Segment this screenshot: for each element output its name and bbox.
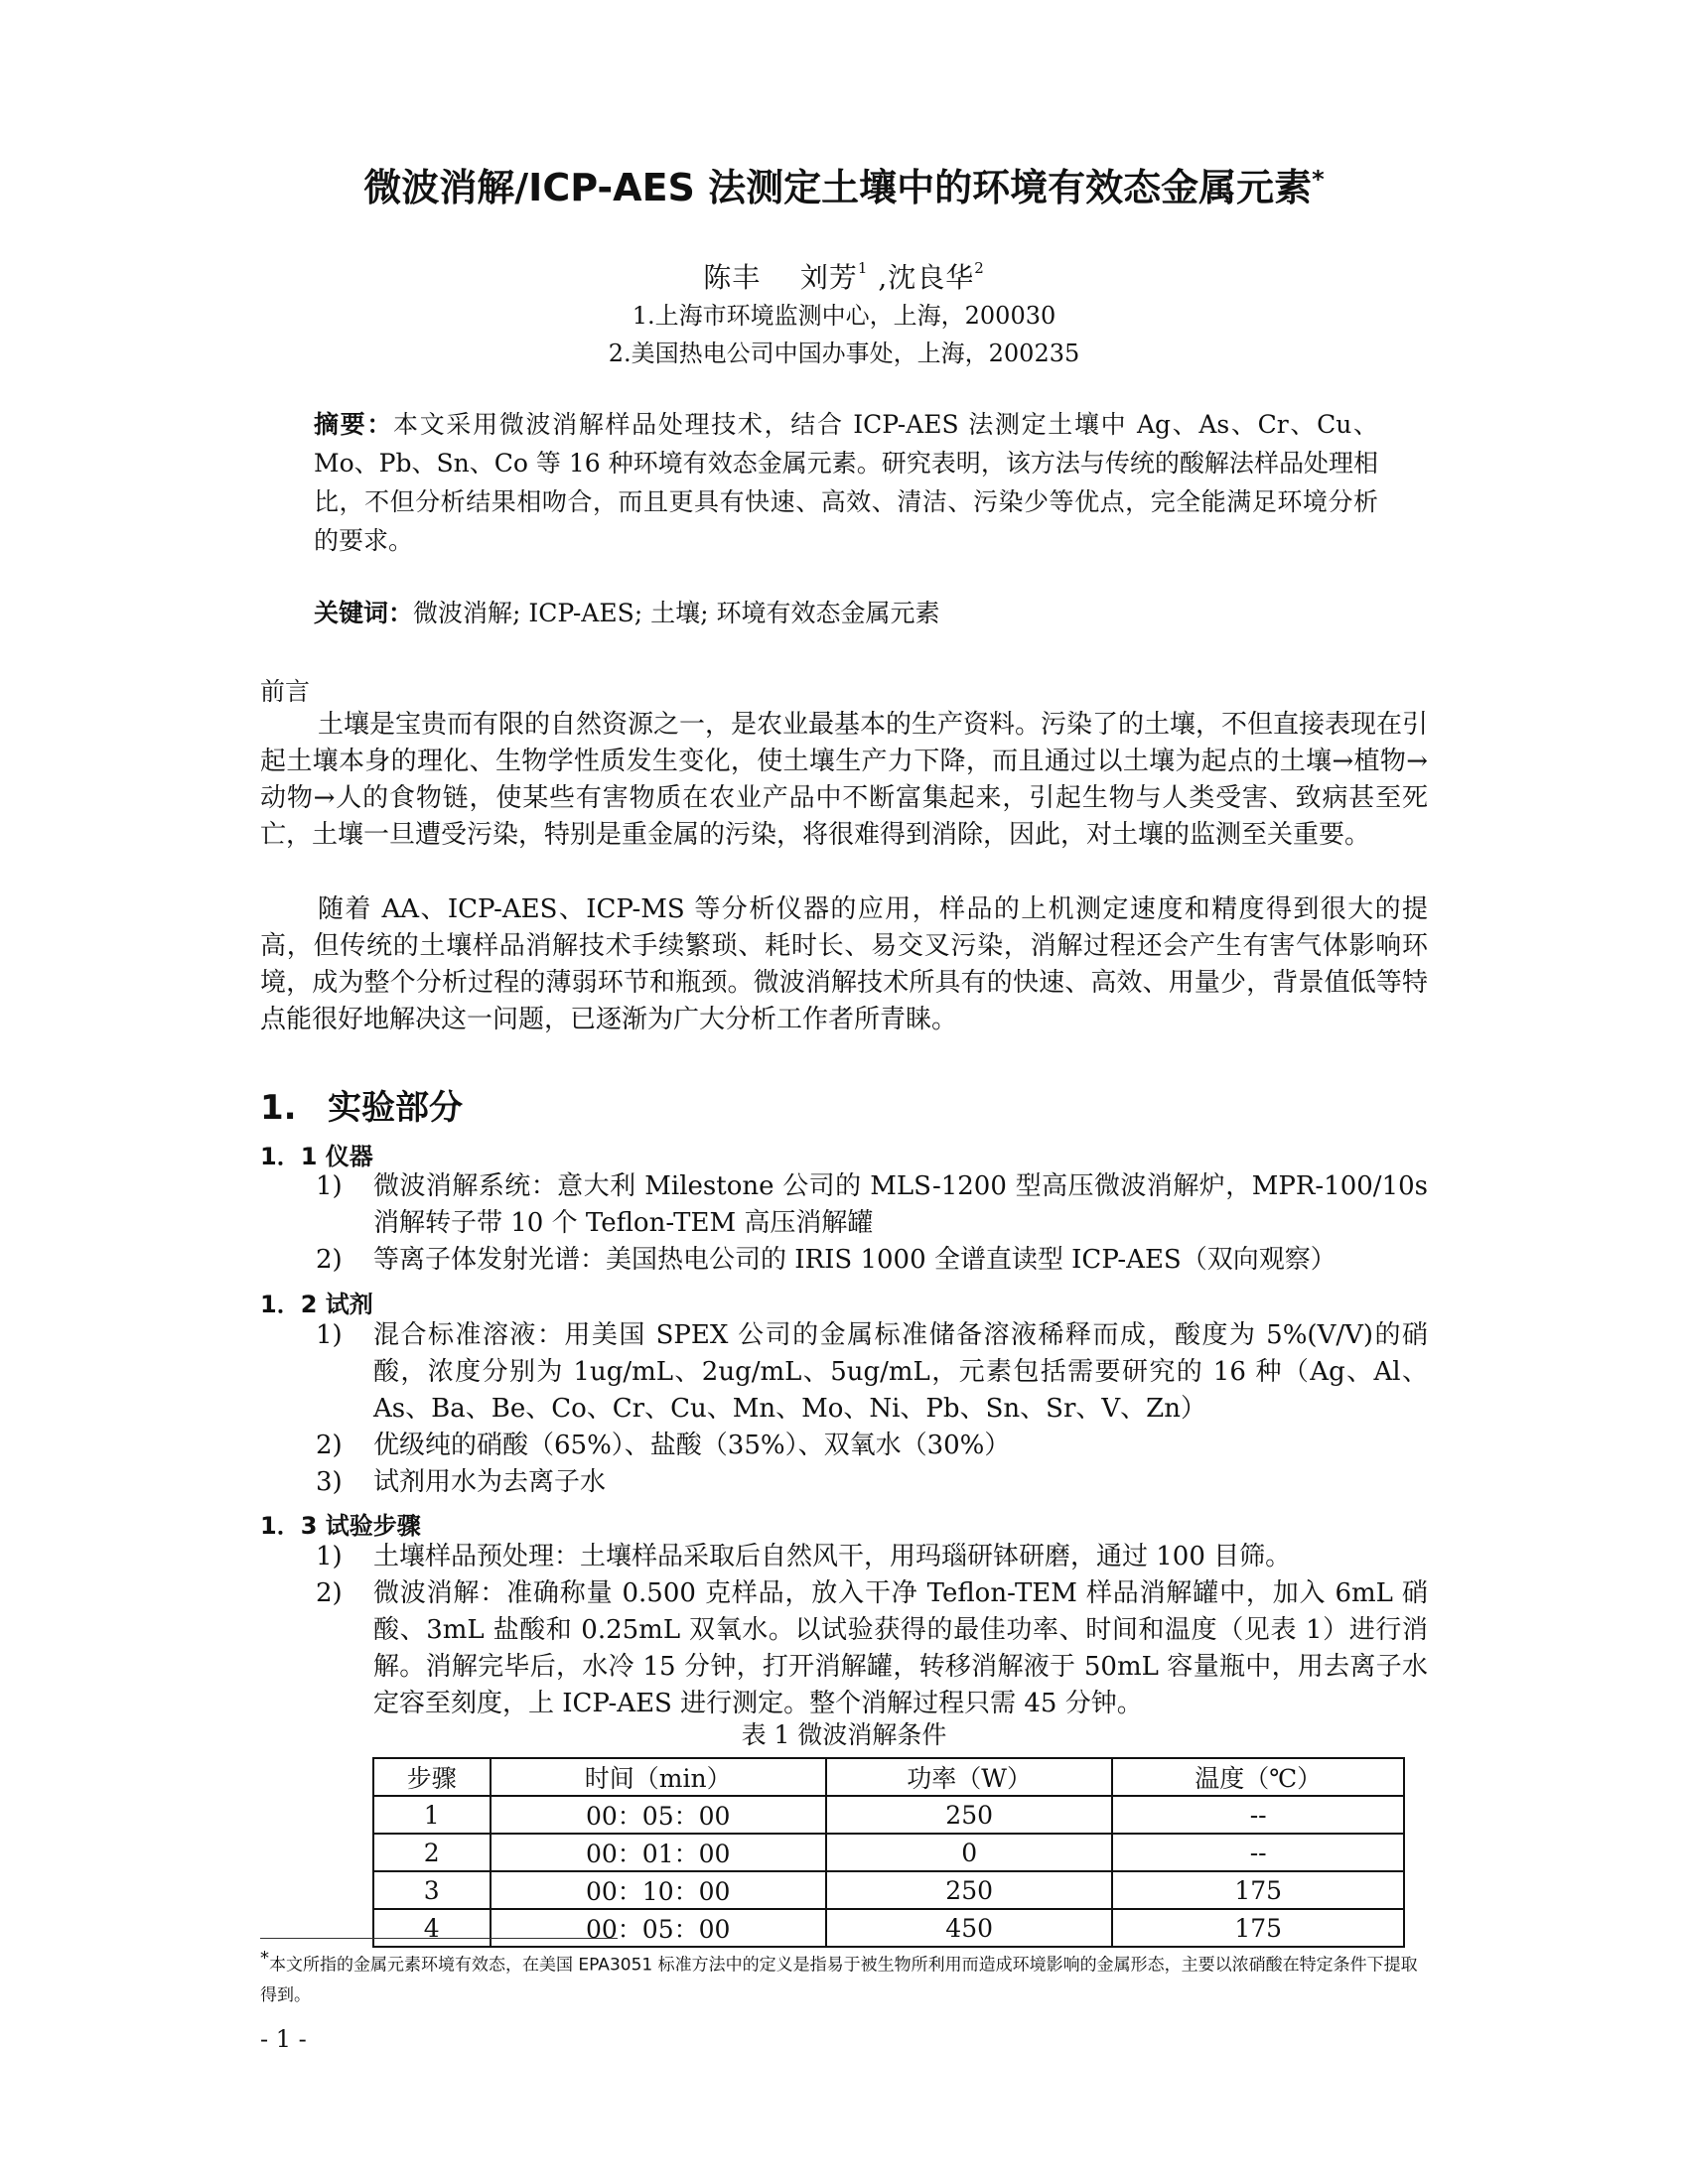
author-2: 刘芳 [799, 261, 858, 294]
footnote-text: 本文所指的金属元素环境有效态，在美国 EPA3051 标准方法中的定义是指易于被生物所利用而造成环境影响的金属形态，主要以浓硝酸在特定条件下提取得到。 [260, 1955, 1418, 2005]
table-cell: 0 [826, 1834, 1112, 1871]
table-header-cell: 功率（W） [826, 1758, 1112, 1796]
paper-title: 微波消解/ICP-AES 法测定土壤中的环境有效态金属元素* [363, 165, 1325, 209]
table-cell: 00：01：00 [491, 1834, 826, 1871]
table-cell: 3 [373, 1871, 491, 1909]
table-cell: -- [1112, 1796, 1404, 1834]
list-item: 3) 试剂用水为去离子水 [316, 1467, 607, 1497]
table-row [373, 1909, 1404, 1947]
table-header-cell: 时间（min） [491, 1758, 826, 1796]
title-footnote-mark: * [1312, 165, 1325, 194]
instruments-list [316, 1168, 1428, 1279]
table-cell: 00：05：00 [491, 1909, 826, 1947]
footnote [260, 1944, 1428, 2010]
subsection-heading-1-3: 1．3 试验步骤 [260, 1512, 421, 1540]
footnote-mark: * [260, 1948, 269, 1969]
table-caption: 表 1 微波消解条件 [741, 1720, 947, 1749]
table-cell: 2 [373, 1834, 491, 1871]
affiliation-2: 2.美国热电公司中国办事处，上海，200235 [608, 340, 1080, 367]
list-item: 2) 等离子体发射光谱：美国热电公司的 IRIS 1000 全谱直读型 ICP-AES（双向观察） [316, 1245, 1336, 1275]
keywords-text: 微波消解; ICP-AES; 土壤; 环境有效态金属元素 [413, 599, 940, 627]
list-item: 2) 微波消解：准确称量 0.500 克样品，放入干净 Teflon-TEM 样品消解罐中，加入 6mL 硝酸、3mL 盐酸和 0.25mL 双氧水。以试验获得的最佳功率、时间和温度（见表 1）进行消解。消解完毕后，水冷 15 分钟，打开消解罐，转移消解液于 50mL 容量瓶中，用去离子水定容至刻度，上 ICP-AES 进行测定。整个消解过程只需 45 分钟。 [316, 1578, 1428, 1718]
table-header-cell: 步骤 [373, 1758, 491, 1796]
authors: 陈丰 刘芳$^1$ ,沈良华$^2$ [703, 259, 985, 294]
preface-paragraph-2: 随着 AA、ICP-AES、ICP-MS 等分析仪器的应用，样品的上机测定速度和精度得到很大的提高，但传统的土壤样品消解技术手续繁琐、耗时长、易交叉污染，消解过程还会产生有害气体影响环境，成为整个分析过程的薄弱环节和瓶颈。微波消解技术所具有的快速、高效、用量少，背景值低等特点能很好地解决这一问题，已逐渐为广大分析工作者所青睐。 [260, 894, 1428, 1034]
table-cell: 250 [826, 1871, 1112, 1909]
table-header-cell: 温度（℃） [1112, 1758, 1404, 1796]
list-item: 1) 微波消解系统：意大利 Milestone 公司的 MLS-1200 型高压微波消解炉，MPR-100/10s 消解转子带 10 个 Teflon-TEM 高压消解罐 [316, 1171, 1428, 1238]
list-item: 1) 土壤样品预处理：土壤样品采取后自然风干，用玛瑙研钵研磨，通过 100 目筛。 [316, 1542, 1292, 1571]
abstract [314, 405, 1378, 560]
keywords-label: 关键词： [314, 599, 414, 627]
author-1: 陈丰 [703, 261, 762, 294]
table-row [373, 1834, 1404, 1871]
keywords [314, 594, 1378, 629]
table-cell: 450 [826, 1909, 1112, 1947]
abstract-label: 摘要： [314, 410, 394, 439]
table-cell: 250 [826, 1796, 1112, 1834]
footnote-divider [260, 1938, 618, 1939]
author-3: ,沈良华 [878, 261, 975, 294]
preface-heading: 前言 [260, 677, 311, 706]
subsection-heading-1-2: 1．2 试剂 [260, 1291, 373, 1318]
preface-paragraph-1: 土壤是宝贵而有限的自然资源之一，是农业最基本的生产资料。污染了的土壤，不但直接表现在引起土壤本身的理化、生物学性质发生变化，使土壤生产力下降，而且通过以土壤为起点的土壤→植物→动物→人的食物链，使某些有害物质在农业产品中不断富集起来，引起生物与人类受害、致病甚至死亡，土壤一旦遭受污染，特别是重金属的污染，将很难得到消除，因此，对土壤的监测至关重要。 [260, 710, 1429, 850]
digestion-conditions-table [372, 1757, 1405, 1948]
table-row [373, 1796, 1404, 1834]
table-cell: 175 [1112, 1909, 1404, 1947]
section-heading-1: 1. 实验部分 [260, 1088, 463, 1128]
table-row [373, 1871, 1404, 1909]
abstract-text: 本文采用微波消解样品处理技术，结合 ICP-AES 法测定土壤中 Ag、As、Cr、Cu、Mo、Pb、Sn、Co 等 16 种环境有效态金属元素。研究表明，该方法与传统的酸解法样品处理相比，不但分析结果相吻合，而且更具有快速、高效、清洁、污染少等优点，完全能满足环境分析的要求。 [314, 410, 1378, 555]
list-item: 1) 混合标准溶液：用美国 SPEX 公司的金属标准储备溶液稀释而成，酸度为 5%(V/V)的硝酸，浓度分别为 1ug/mL、2ug/mL、5ug/mL，元素包括需要研究的 16 种（Ag、Al、As、Ba、Be、Co、Cr、Cu、Mn、Mo、Ni、Pb、Sn、Sr、V、Zn） [316, 1320, 1428, 1424]
affiliation-1: 1.上海市环境监测中心，上海，200030 [632, 302, 1056, 330]
procedure-list [316, 1539, 1428, 1722]
table-cell: 1 [373, 1796, 491, 1834]
list-item: 2) 优级纯的硝酸（65%）、盐酸（35%）、双氧水（30%） [316, 1431, 1011, 1460]
table-cell: 00：05：00 [491, 1796, 826, 1834]
table-cell: 4 [373, 1909, 491, 1947]
table-cell: 00：10：00 [491, 1871, 826, 1909]
table-header-row [373, 1758, 1404, 1796]
table-cell: 175 [1112, 1871, 1404, 1909]
table-cell: -- [1112, 1834, 1404, 1871]
reagents-list [316, 1317, 1428, 1501]
page-number: - 1 - [260, 2025, 307, 2053]
subsection-heading-1-1: 1．1 仪器 [260, 1143, 373, 1170]
